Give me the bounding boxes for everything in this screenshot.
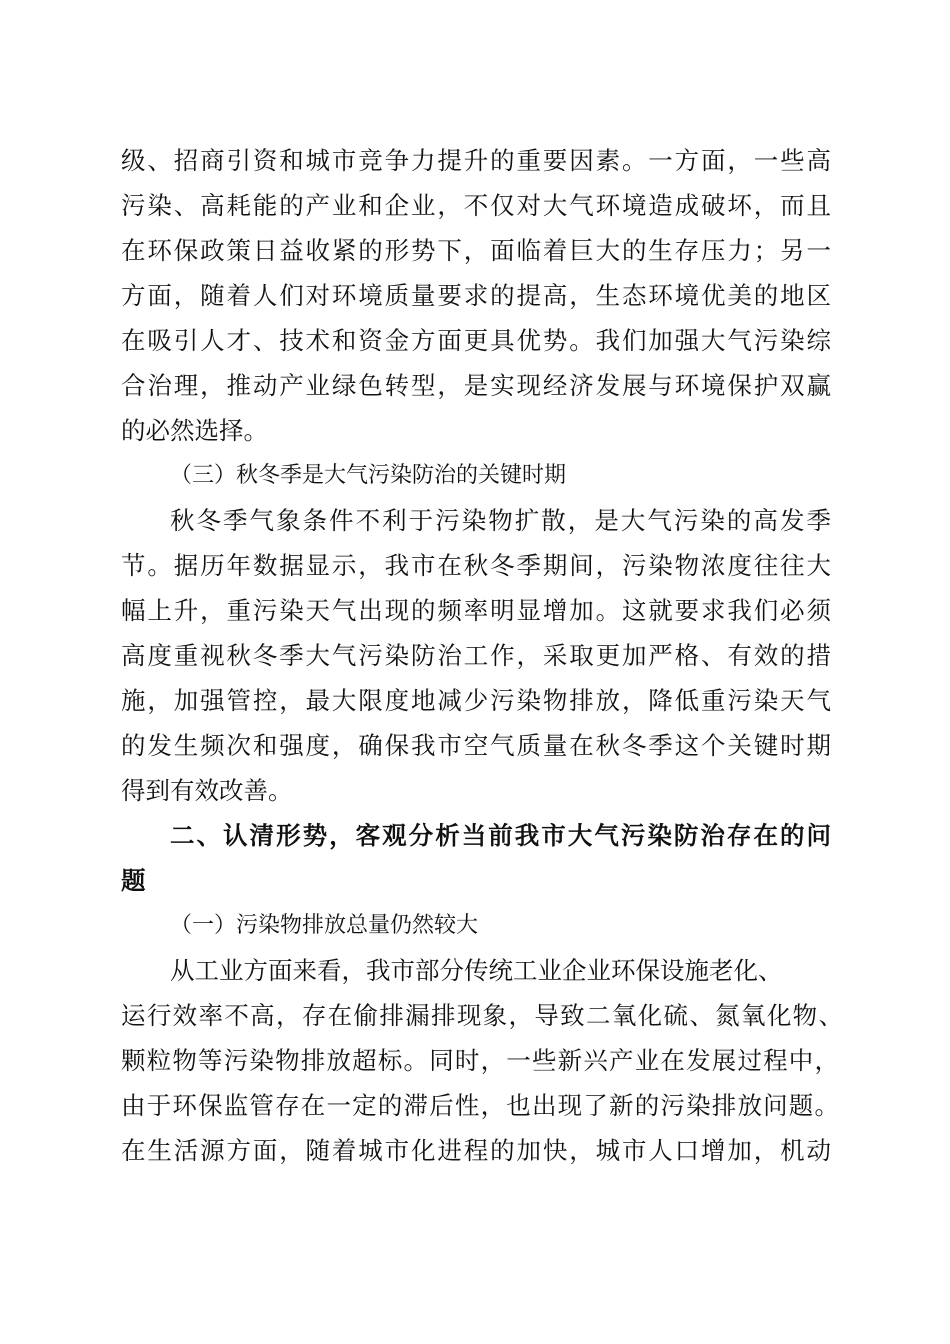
paragraph-line: 颗粒物等污染物排放超标。同时，一些新兴产业在发展过程中， <box>121 1046 839 1075</box>
paragraph-line: 施，加强管控，最大限度地减少污染物排放，降低重污染天气 <box>121 686 831 715</box>
paragraph-line: 的发生频次和强度，确保我市空气质量在秋冬季这个关键时期 <box>121 731 831 760</box>
paragraph-line: 得到有效改善。 <box>121 776 293 805</box>
paragraph-line: 秋冬季气象条件不利于污染物扩散，是大气污染的高发季 <box>170 506 831 535</box>
paragraph-line: 幅上升，重污染天气出现的频率明显增加。这就要求我们必须 <box>121 596 831 625</box>
paragraph-line: 节。据历年数据显示，我市在秋冬季期间，污染物浓度往往大 <box>121 551 831 580</box>
paragraph-line: 从工业方面来看，我市部分传统工业企业环保设施老化、 <box>170 956 783 985</box>
paragraph-line: 方面，随着人们对环境质量要求的提高，生态环境优美的地区 <box>121 281 831 310</box>
paragraph-line: 级、招商引资和城市竞争力提升的重要因素。一方面，一些高 <box>121 146 831 175</box>
paragraph-line: 由于环保监管存在一定的滞后性，也出现了新的污染排放问题。 <box>121 1091 839 1120</box>
paragraph-line: 的必然选择。 <box>121 416 268 445</box>
chapter-heading: 二、认清形势，客观分析当前我市大气污染防治存在的问 <box>170 821 831 850</box>
paragraph-line: 在环保政策日益收紧的形势下，面临着巨大的生存压力；另一 <box>121 236 831 265</box>
chapter-heading: 题 <box>121 866 146 895</box>
paragraph-line: 在生活源方面，随着城市化进程的加快，城市人口增加，机动 <box>121 1136 831 1165</box>
section-heading: （一）污染物排放总量仍然较大 <box>170 913 479 938</box>
section-heading: （三）秋冬季是大气污染防治的关键时期 <box>170 463 567 488</box>
paragraph-line: 在吸引人才、技术和资金方面更具优势。我们加强大气污染综 <box>121 326 831 355</box>
paragraph-line: 合治理，推动产业绿色转型，是实现经济发展与环境保护双赢 <box>121 371 831 400</box>
paragraph-line: 高度重视秋冬季大气污染防治工作，采取更加严格、有效的措 <box>121 641 831 670</box>
paragraph-line: 污染、高耗能的产业和企业，不仅对大气环境造成破坏，而且 <box>121 191 831 220</box>
paragraph-line: 运行效率不高，存在偷排漏排现象，导致二氧化硫、氮氧化物、 <box>121 1001 843 1030</box>
